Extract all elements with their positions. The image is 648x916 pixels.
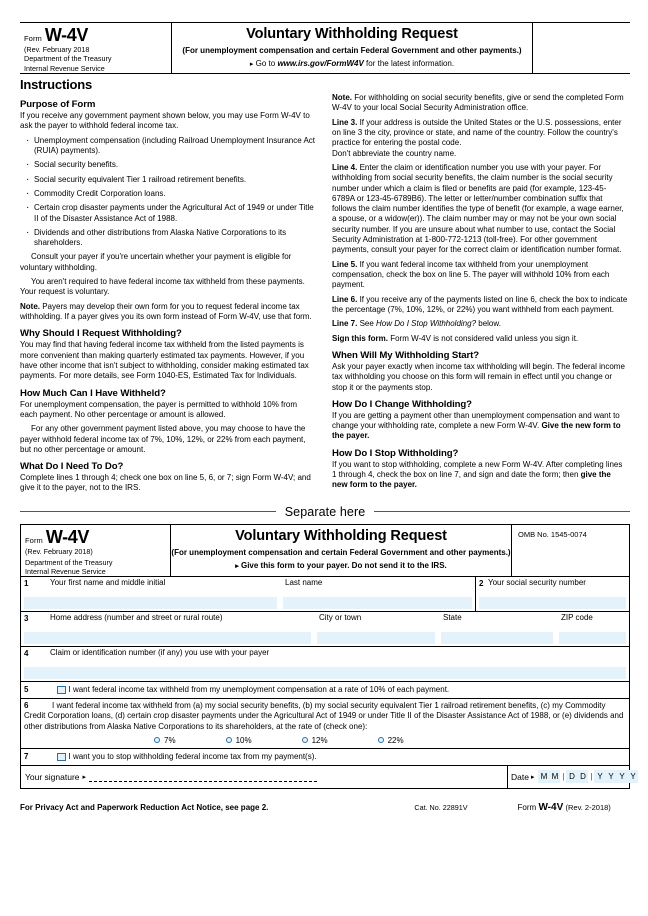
form-footer: [20, 802, 630, 813]
line-5-checkbox[interactable]: [57, 686, 66, 695]
footer-form-number: W-4V: [538, 801, 564, 813]
line-1-number: 1: [24, 578, 29, 588]
list-item: · Commodity Credit Corporation loans.: [20, 189, 316, 199]
eligible-payments-list: [20, 136, 316, 249]
how-change-text: If you are getting a payment other than unemployment compensation and want to change your withholding rate, complete a new Form W-4V.: [332, 410, 620, 431]
date-label: Date: [511, 771, 529, 782]
date-field[interactable]: [508, 766, 636, 788]
right-arrow-icon-3: ▸: [82, 773, 87, 781]
when-start-paragraph: Ask your payer exactly when income tax withholding will begin. The federal income tax withholding you choose on this form will remain in effect until you change or stop it or the payments stop.: [332, 361, 625, 392]
city-input[interactable]: [317, 632, 435, 644]
note-text: Payers may develop their own form for you to request federal income tax withholding. If a payer gives you its own form instead of Form W-4V, use that form.: [20, 301, 312, 321]
field-claim-number[interactable]: [21, 647, 629, 681]
irs-url: www.irs.gov/FormW4V: [277, 59, 364, 69]
state-label: State: [443, 613, 462, 623]
date-month-1[interactable]: M: [538, 770, 549, 783]
list-item: · Dividends and other distributions from Alaska Native Corporations to its shareholders.: [20, 228, 316, 249]
line5-text: If you want federal income tax withheld from your unemployment compensation, check the box on line 5. The payer will withhold 10% from each payment.: [332, 259, 610, 290]
field-first-name[interactable]: [21, 577, 280, 611]
page-title: Voluntary Withholding Request: [246, 26, 458, 42]
rate-label-22: 22%: [387, 735, 404, 745]
right-arrow-icon: ▸: [249, 61, 254, 69]
how-change-paragraph: [332, 411, 628, 442]
field-last-name[interactable]: [280, 577, 476, 611]
form-word-label-2: Form: [25, 535, 43, 545]
goto-prefix: Go to: [255, 59, 278, 69]
last-name-label: Last name: [285, 578, 323, 588]
city-label: City or town: [319, 613, 362, 623]
why-request-paragraph: You may find that having federal income tax withheld from the listed payments is more convenient than making quarterly estimated tax payments. However, if you have other income that isn't subject to withholding, consider making estimated tax payments. For more details, see Form 1040-ES, Estimated Tax for Individuals.: [20, 340, 309, 381]
instructions-header: [20, 22, 630, 74]
list-item: · Social security benefits.: [20, 160, 316, 170]
form-word-label: Form: [24, 34, 42, 43]
form-subtitle: (For unemployment compensation and certain Federal Government and other payments.): [171, 548, 511, 558]
purpose-of-form-heading: Purpose of Form: [20, 99, 96, 110]
line6-paragraph: [332, 295, 628, 316]
separate-here-label: Separate here: [284, 504, 366, 519]
separator-line-right: [374, 511, 630, 512]
rate-label-12: 12%: [311, 735, 328, 745]
line3-text: If your address is outside the United States or the U.S. possessions, enter on line 3 the city, province or state, and name of the country. Follow the country's practice for entering the postal code.: [332, 117, 622, 148]
omb-number-block: [511, 525, 629, 576]
form-row-1: [21, 577, 629, 612]
not-required-paragraph: You aren't required to have federal income tax withheld from these payments. Your request is voluntary.: [20, 277, 305, 297]
instructions-columns: [20, 93, 630, 498]
purpose-paragraph: If you receive any government payment shown below, you may use Form W-4V to ask the payer to withhold federal income tax.: [20, 111, 310, 131]
date-year-3[interactable]: Y: [616, 770, 627, 783]
how-much-paragraph-2: For any other government payment listed above, you may choose to have the payer withhold federal income tax of 7%, 10%, 12%, or 22% from each payment, but no other percentage or amount.: [20, 424, 306, 454]
date-month-2[interactable]: M: [549, 770, 560, 783]
footer-form-word: Form: [517, 802, 537, 812]
sign-form-paragraph: [332, 334, 628, 344]
claim-number-input[interactable]: [24, 667, 626, 679]
rate-option-7[interactable]: [154, 736, 176, 745]
field-home-address[interactable]: [21, 612, 314, 646]
instructions-heading: Instructions: [20, 77, 92, 92]
ssa-note-paragraph: [332, 93, 628, 114]
treasury-dept-label-2: Department of the Treasury: [25, 558, 113, 568]
instructions-right-column: [332, 93, 628, 498]
line7-paragraph: [332, 319, 628, 329]
list-item: · Unemployment compensation (including Railroad Unemployment Insurance Act (RUIA) payments).: [20, 136, 316, 157]
when-start-heading: When Will My Withholding Start?: [332, 349, 480, 361]
header-omb-block-empty: [532, 23, 630, 73]
why-request-heading: Why Should I Request Withholding?: [20, 328, 182, 340]
catalog-number: Cat. No. 22891V: [414, 802, 468, 812]
how-much-heading: How Much Can I Have Withheld?: [20, 387, 166, 399]
date-boxes[interactable]: [538, 770, 638, 783]
ssn-input[interactable]: [479, 597, 626, 609]
form-line-5[interactable]: [21, 682, 629, 699]
note-label-right: Note.: [332, 93, 352, 102]
separate-here-divider: [20, 505, 630, 519]
form-give-line: [171, 561, 511, 570]
radio-22-percent[interactable]: [378, 737, 384, 743]
line3-label: Line 3.: [332, 117, 358, 127]
radio-10-percent[interactable]: [226, 737, 232, 743]
line-4-number: 4: [24, 648, 29, 658]
payers-note-paragraph: [20, 302, 316, 323]
header-goto-line: [172, 59, 532, 68]
line-5-number: 5: [24, 685, 29, 695]
signature-line[interactable]: [89, 772, 317, 782]
zip-label: ZIP code: [561, 613, 593, 623]
field-city[interactable]: [314, 612, 438, 646]
form-title: Voluntary Withholding Request: [235, 527, 447, 544]
line-7-checkbox[interactable]: [57, 753, 66, 762]
date-year-4[interactable]: Y: [627, 770, 638, 783]
line4-text: Enter the claim or identification number you use with your payer. For withholding from social security benefits, the claim number is the social security number under which a claim is filed or benefits are paid (for example, 123-45-6789A or 123-45-6789B6). The letter or letter/number combination suffix that follows the claim number identifies the type of benefit (for example, a wage earner, a spouse, or a widow(er)). The claim number may or may not be your own social security number. If you are unsure about what number to use, contact the Social Security Administration at 1-800-772-1213 (toll-free). For other government payments, consult your payer for the correct claim or identification number format.: [332, 162, 624, 255]
line3-paragraph-2: Don't abbreviate the country name.: [332, 148, 457, 158]
home-address-input[interactable]: [24, 632, 311, 644]
treasury-dept-label: Department of the Treasury: [24, 54, 112, 64]
form-header: [21, 525, 629, 577]
note-text-right: For withholding on social security benefits, give or send the completed Form W-4V to your local Social Security Administration office.: [332, 93, 624, 113]
form-header-id-block: [21, 525, 171, 576]
how-change-heading: How Do I Change Withholding?: [332, 398, 472, 410]
date-day-1[interactable]: D: [566, 770, 577, 783]
rate-label-10: 10%: [235, 735, 252, 745]
how-stop-heading: How Do I Stop Withholding?: [332, 447, 459, 459]
sign-this-form-label: Sign this form.: [332, 333, 388, 343]
date-year-2[interactable]: Y: [605, 770, 616, 783]
rate-option-12[interactable]: [302, 736, 328, 745]
rate-option-10[interactable]: [226, 736, 252, 745]
right-arrow-icon-4: ▸: [530, 773, 535, 781]
line-6-text: I want federal income tax withheld from (a) my social security benefits, (b) my social security equivalent Tier 1 railroad retirement benefits, (c) my Commodity Credit Corporation loans, (d) certain crop disaster payments under the Agricultural Act of 1949 or under Title II of the Disaster Assistance Act of 1988, or (e) dividends and other distributions from Alaska Native Corporations to its shareholders, at the rate of (check one):: [24, 700, 624, 731]
line7-text2: below.: [476, 319, 501, 329]
state-input[interactable]: [441, 632, 553, 644]
line7-text: See: [357, 319, 377, 329]
field-ssn[interactable]: [476, 577, 629, 611]
date-separator-1: |: [562, 772, 565, 782]
how-stop-text: If you want to stop withholding, complete a new Form W-4V. After completing lines 1 through 4, check the box on line 7, and sign and date the form; then: [332, 459, 623, 480]
privacy-act-notice: For Privacy Act and Paperwork Reduction Act Notice, see page 2.: [20, 802, 269, 812]
withholding-rate-options: [154, 736, 625, 745]
header-subtitle: (For unemployment compensation and certain Federal Government and other payments.): [182, 46, 522, 56]
date-day-2[interactable]: D: [577, 770, 588, 783]
signature-row: [21, 766, 636, 788]
home-address-label: Home address (number and street or rural route): [50, 613, 223, 623]
list-item: · Social security equivalent Tier 1 railroad retirement benefits.: [20, 175, 316, 185]
radio-12-percent[interactable]: [302, 737, 308, 743]
omb-number: OMB No. 1545-0074: [518, 529, 587, 539]
line7-italic-ref: How Do I Stop Withholding?: [376, 319, 477, 329]
date-year-1[interactable]: Y: [594, 770, 605, 783]
form-revision-label-2: (Rev. February 2018): [25, 546, 93, 556]
claim-number-label: Claim or identification number (if any) you use with your payer: [50, 648, 270, 658]
detachable-form: [20, 524, 636, 789]
form-line-7[interactable]: [21, 749, 629, 766]
footer-revision: (Rev. 2-2018): [565, 802, 611, 812]
line-2-number: 2: [479, 578, 484, 588]
first-name-label: Your first name and middle initial: [50, 578, 166, 588]
zip-input[interactable]: [559, 632, 626, 644]
radio-7-percent[interactable]: [154, 737, 160, 743]
last-name-input[interactable]: [283, 597, 472, 609]
what-do-i-need-paragraph: Complete lines 1 through 4; check one box on line 5, 6, or 7; sign Form W-4V; and give it to the payer, not to the IRS.: [20, 473, 311, 493]
line-7-text: I want you to stop withholding federal income tax from my payment(s).: [68, 752, 317, 762]
separator-line-left: [20, 511, 276, 512]
form-row-4: [21, 647, 629, 682]
line6-label: Line 6.: [332, 294, 358, 304]
irs-label: Internal Revenue Service: [24, 63, 105, 73]
form-row-3: [21, 612, 629, 647]
rate-label-7: 7%: [164, 735, 176, 745]
how-stop-bold: give the new form to the payer.: [332, 470, 611, 490]
irs-label-2: Internal Revenue Service: [25, 567, 106, 577]
line-3-number: 3: [24, 613, 29, 623]
date-separator-2: |: [590, 772, 593, 782]
line5-label: Line 5.: [332, 259, 358, 269]
line-7-number: 7: [24, 752, 29, 762]
sign-this-form-text: Form W-4V is not considered valid unless you sign it.: [388, 333, 579, 343]
how-much-paragraph-1: For unemployment compensation, the payer is permitted to withhold 10% from each payment. No other percentage or amount is allowed.: [20, 399, 298, 419]
line4-label: Line 4.: [332, 162, 358, 172]
field-state[interactable]: [438, 612, 556, 646]
line4-paragraph: [332, 163, 628, 256]
consult-payer-paragraph: Consult your payer if you're uncertain whether your payment is eligible for voluntary withholding.: [20, 252, 292, 272]
line-5-text: I want federal income tax withheld from my unemployment compensation at a rate of 10% of each payment.: [68, 685, 450, 695]
form-number-label: W-4V: [44, 25, 88, 45]
header-title-block: [172, 23, 532, 73]
note-label: Note.: [20, 301, 40, 311]
signature-label: Your signature: [25, 771, 80, 782]
line3-paragraph: [332, 118, 628, 149]
list-item: · Certain crop disaster payments under the Agricultural Act of 1949 or under Title II of the Disaster Assistance Act of 1988.: [20, 203, 316, 224]
how-stop-paragraph: [332, 460, 628, 491]
line6-text: If you receive any of the payments listed on line 6, check the box to indicate the percentage (7%, 10%, 12%, or 22%) you want withheld from each payment.: [332, 294, 628, 314]
form-number-label-2: W-4V: [45, 526, 89, 547]
rate-option-22[interactable]: [378, 736, 404, 745]
signature-field[interactable]: [21, 766, 508, 788]
footer-form-id: [518, 802, 611, 813]
give-form-text: Give this form to your payer. Do not send it to the IRS.: [240, 561, 447, 571]
goto-suffix: for the latest information.: [363, 59, 455, 69]
line5-paragraph: [332, 260, 628, 291]
line7-label: Line 7.: [332, 319, 358, 329]
instructions-left-column: [20, 93, 316, 498]
header-form-id-block: [20, 23, 172, 73]
form-header-title-block: [171, 525, 511, 576]
how-change-bold: Give the new form to the payer.: [332, 421, 621, 441]
first-name-input[interactable]: [24, 597, 277, 609]
line-6-number: 6: [24, 700, 29, 710]
field-zip[interactable]: [556, 612, 629, 646]
ssn-label: Your social security number: [488, 578, 586, 588]
form-revision-label: (Rev. February 2018: [24, 45, 90, 54]
what-do-i-need-heading: What Do I Need To Do?: [20, 461, 124, 473]
form-line-6: [21, 699, 629, 749]
right-arrow-icon-2: ▸: [235, 563, 239, 571]
